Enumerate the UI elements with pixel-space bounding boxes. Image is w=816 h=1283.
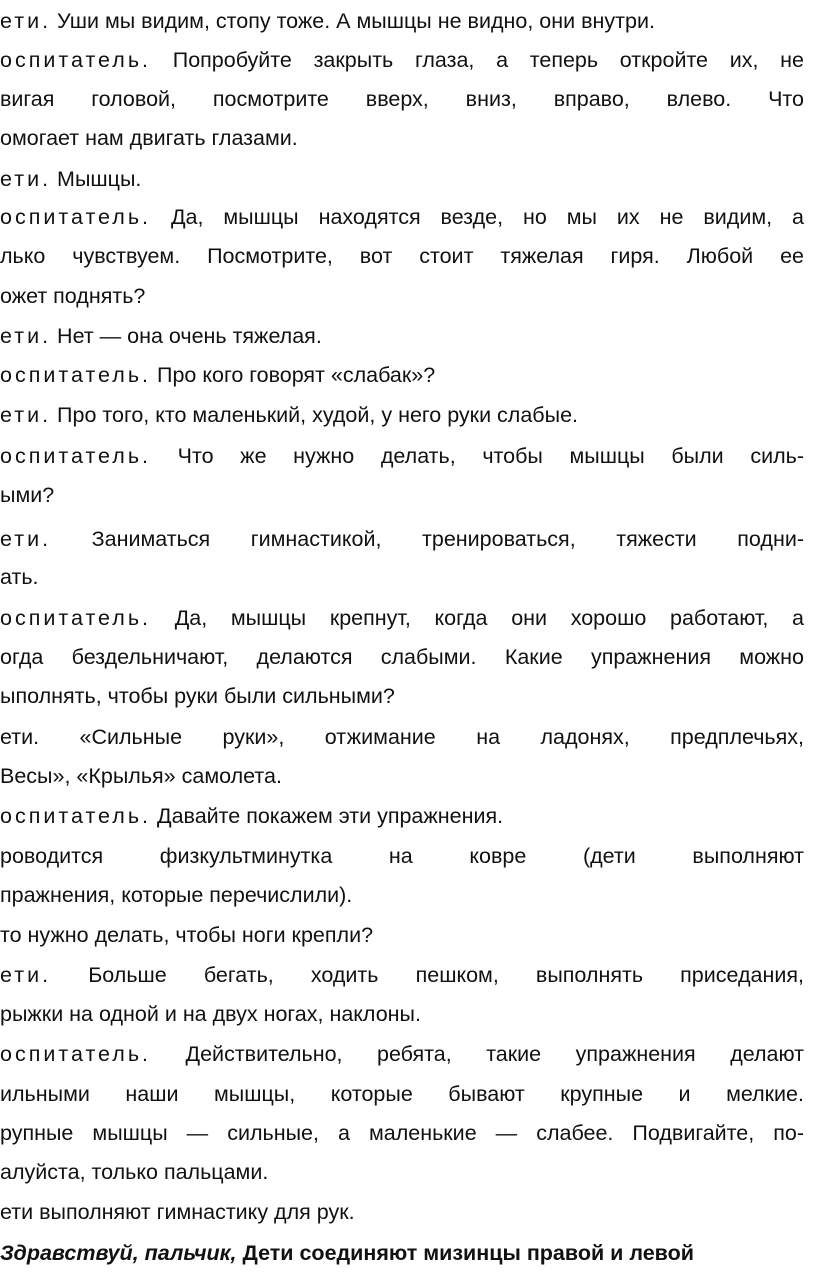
text-line: [0, 436, 804, 476]
line-text: Мышцы.: [51, 167, 142, 191]
text-line: вигая головой, посмотрите вверх, вниз, вправо, влево. Что: [0, 87, 804, 111]
text-line: роводится физкультминутка на ковре (дети выполняют: [0, 844, 804, 868]
speaker-label: оспитатель.: [0, 444, 152, 468]
text-line: [0, 796, 804, 836]
stage-direction: Дети соединяют мизинцы правой и левой: [236, 1241, 694, 1265]
text-line: [0, 40, 804, 80]
text-line: [0, 1, 804, 41]
text-line: ожет поднять?: [0, 284, 146, 308]
line-text: Про кого говорят «слабак»?: [151, 363, 436, 387]
speaker-label: оспитатель.: [0, 606, 152, 630]
text-line: ети. «Сильные руки», отжимание на ладонях, предплечьях,: [0, 725, 804, 749]
speaker-label: оспитатель.: [0, 804, 152, 828]
line-text: Попробуйте закрыть глаза, а теперь откройте их, не: [151, 48, 804, 72]
text-line: [0, 355, 804, 395]
line-text: Да, мышцы находятся везде, но мы их не видим, а: [151, 205, 804, 229]
line-text: Уши мы видим, стопу тоже. А мышцы не видно, они внутри.: [51, 9, 655, 33]
speaker-label: оспитатель.: [0, 205, 152, 229]
speaker-label: ети.: [0, 9, 52, 33]
speaker-label: ети.: [0, 324, 52, 348]
text-line: рыжки на одной и на двух ногах, наклоны.: [0, 1002, 421, 1026]
text-line: [0, 197, 804, 237]
text-line: пражнения, которые перечислили).: [0, 883, 353, 907]
line-text: Заниматься гимнастикой, тренироваться, тяжести подни-: [51, 527, 804, 551]
line-text: Действительно, ребята, такие упражнения делают: [151, 1042, 804, 1066]
speaker-label: ети.: [0, 963, 52, 987]
text-line: [0, 955, 804, 995]
text-line: [0, 519, 804, 559]
line-text: Что же нужно делать, чтобы мышцы были силь-: [151, 444, 804, 468]
speaker-label: ети.: [0, 527, 52, 551]
line-text: Нет — она очень тяжелая.: [51, 324, 322, 348]
text-line: [0, 395, 804, 435]
speaker-label: оспитатель.: [0, 48, 152, 72]
text-line: ети выполняют гимнастику для рук.: [0, 1200, 355, 1224]
text-line: Весы», «Крылья» самолета.: [0, 764, 282, 788]
speaker-label: оспитатель.: [0, 363, 152, 387]
text-line: [0, 316, 804, 356]
text-line: рупные мышцы — сильные, а маленькие — слабее. Подвигайте, по-: [0, 1121, 804, 1145]
line-text: Больше бегать, ходить пешком, выполнять приседания,: [51, 963, 804, 987]
text-line: [0, 1233, 804, 1273]
line-text: Давайте покажем эти упражнения.: [151, 804, 504, 828]
line-text: Про того, кто маленький, худой, у него руки слабые.: [51, 403, 579, 427]
text-line: ать.: [0, 565, 39, 589]
text-line: огда бездельничают, делаются слабыми. Какие упражнения можно: [0, 645, 804, 669]
text-line: [0, 1034, 804, 1074]
text-line: [0, 159, 804, 199]
line-text: Да, мышцы крепнут, когда они хорошо работают, а: [151, 606, 804, 630]
verse-text: Здравствуй, пальчик,: [0, 1241, 237, 1265]
speaker-label: ети.: [0, 167, 52, 191]
text-line: омогает нам двигать глазами.: [0, 126, 298, 150]
text-line: ильными наши мышцы, которые бывают крупные и мелкие.: [0, 1082, 804, 1106]
speaker-label: ети.: [0, 403, 52, 427]
text-line: [0, 598, 804, 638]
speaker-label: оспитатель.: [0, 1042, 152, 1066]
text-line: то нужно делать, чтобы ноги крепли?: [0, 923, 374, 947]
text-line: ыми?: [0, 483, 55, 507]
text-line: лько чувствуем. Посмотрите, вот стоит тяжелая гиря. Любой ее: [0, 244, 804, 268]
text-line: алуйста, только пальцами.: [0, 1160, 269, 1184]
text-line: ыполнять, чтобы руки были сильными?: [0, 684, 395, 708]
